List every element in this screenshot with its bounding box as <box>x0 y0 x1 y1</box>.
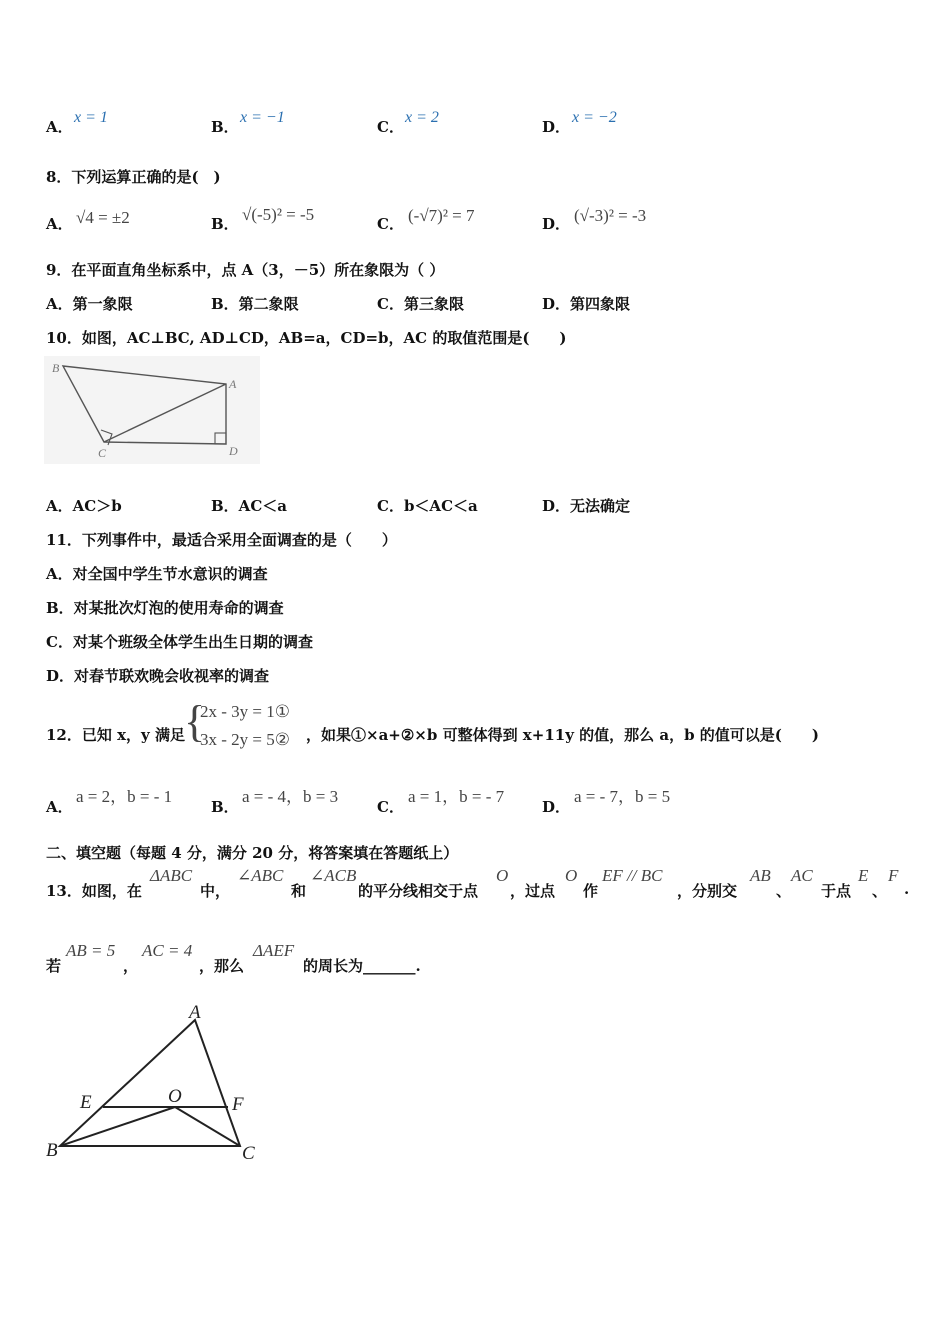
q10-option-a: A．AC＞b <box>46 497 122 515</box>
q7-option-c-expr: x = 2 <box>405 109 439 126</box>
q13-math-f: F <box>888 866 899 885</box>
q13-math-ab-eq-5: AB = 5 <box>66 941 116 960</box>
q13-text-8: 、 <box>776 882 792 900</box>
q13-segment-bo <box>60 1107 175 1146</box>
q10-option-d: D．无法确定 <box>542 497 631 515</box>
q13-label-b: B <box>46 1140 58 1161</box>
q13-text-7: ，分别交 <box>677 882 738 900</box>
q13-text-3: 和 <box>291 882 307 900</box>
q13-segment-oc <box>175 1107 240 1146</box>
q13-text-2: 中， <box>200 882 231 900</box>
q10-option-c: C．b＜AC＜a <box>377 497 478 515</box>
q13-label-c: C <box>242 1143 255 1164</box>
q12-suffix: ，如果①×a+②×b 可整体得到 x+11y 的值，那么 a，b 的值可以是( ) <box>306 726 819 744</box>
q8-option-c-expr: (-√7)² = 7 <box>408 206 475 225</box>
q9-stem: 9．在平面直角坐标系中，点 A（3，－5）所在象限为（ ） <box>46 261 445 279</box>
q10-stem: 10．如图，AC⊥BC, AD⊥CD，AB=a，CD=b，AC 的取值范围是( ) <box>46 329 567 347</box>
q13-label-a: A <box>189 1002 201 1023</box>
q13-line2-text-1: 若 <box>46 957 62 975</box>
q12-option-b-label: B． <box>211 798 239 816</box>
q13-text-4: 的平分线相交于点 <box>358 882 479 900</box>
q13-label-e: E <box>80 1092 92 1113</box>
q13-math-triangle-abc: ΔABC <box>150 866 193 885</box>
q10-label-c: C <box>98 446 107 460</box>
q8-stem: 8．下列运算正确的是( ) <box>46 168 221 186</box>
q13-math-o-2: O <box>565 866 578 885</box>
q13-label-f: F <box>232 1094 244 1115</box>
q11-option-c: C．对某个班级全体学生出生日期的调查 <box>46 633 313 651</box>
q13-math-triangle-aef: ΔAEF <box>253 941 295 960</box>
q13-figure <box>40 996 280 1168</box>
q12-brace: { <box>184 697 206 746</box>
q7-option-c-label: C． <box>377 118 404 136</box>
q10-label-a: A <box>229 377 237 391</box>
q13-math-o: O <box>496 866 509 885</box>
q11-stem: 11．下列事件中，最适合采用全面调查的是（ ） <box>46 531 397 549</box>
q9-option-b: B．第二象限 <box>211 295 299 313</box>
q13-math-ac: AC <box>791 866 813 885</box>
q7-option-b-label: B． <box>211 118 239 136</box>
q12-option-d-expr: a = - 7，b = 5 <box>574 787 671 806</box>
q10-option-b: B．AC＜a <box>211 497 287 515</box>
q13-text-10: 、 <box>872 882 888 900</box>
q12-option-c-expr: a = 1，b = - 7 <box>408 787 505 806</box>
q12-equation-1: 2x - 3y = 1① <box>200 702 290 721</box>
q9-option-c: C．第三象限 <box>377 295 464 313</box>
q10-figure-bg <box>44 356 260 464</box>
q13-label-o: O <box>168 1086 182 1107</box>
q13-math-angle-acb: ∠ACB <box>310 866 357 885</box>
q13-text-5: ，过点 <box>510 882 556 900</box>
q13-math-e: E <box>858 866 869 885</box>
q13-line2-text-4: 的周长为_______. <box>303 957 421 975</box>
q11-option-d: D．对春节联欢晚会收视率的调查 <box>46 667 270 685</box>
q12-option-b-expr: a = - 4，b = 3 <box>242 787 339 806</box>
q13-line2-text-3: ，那么 <box>199 957 245 975</box>
q13-text-1: 13．如图，在 <box>46 882 142 900</box>
q12-option-d-label: D． <box>542 798 571 816</box>
q12-equation-2: 3x - 2y = 5② <box>200 730 290 749</box>
q13-text-6: 作 <box>583 882 599 900</box>
q9-option-d: D．第四象限 <box>542 295 631 313</box>
q8-option-b-expr: √(-5)² = -5 <box>242 205 315 224</box>
q13-triangle-abc <box>60 1020 240 1146</box>
q13-text-9: 于点 <box>821 882 852 900</box>
q13-math-angle-abc: ∠ABC <box>237 866 284 885</box>
q10-figure <box>44 356 260 464</box>
q12-option-a-label: A． <box>46 798 73 816</box>
q11-option-b: B．对某批次灯泡的使用寿命的调查 <box>46 599 284 617</box>
q7-option-a-label: A． <box>46 118 73 136</box>
q13-line2-text-2: ， <box>123 957 139 975</box>
q13-text-11: . <box>904 880 910 898</box>
q11-option-a: A．对全国中学生节水意识的调查 <box>46 565 268 583</box>
q10-label-d: D <box>229 444 238 458</box>
q8-option-a-label: A． <box>46 215 73 233</box>
q7-option-a-expr: x = 1 <box>74 109 108 126</box>
q10-label-b: B <box>52 361 60 375</box>
q8-option-b-label: B． <box>211 215 239 233</box>
q12-prefix: 12．已知 x，y 满足 <box>46 726 185 744</box>
q8-option-a-expr: √4 = ±2 <box>76 208 130 227</box>
q7-option-d-expr: x = −2 <box>572 109 617 126</box>
q13-math-ac-eq-4: AC = 4 <box>142 941 193 960</box>
q12-option-a-expr: a = 2，b = - 1 <box>76 787 173 806</box>
q13-math-ab: AB <box>750 866 771 885</box>
q8-option-c-label: C． <box>377 215 404 233</box>
q13-math-ef-parallel-bc: EF // BC <box>602 866 663 885</box>
q7-option-b-expr: x = −1 <box>240 109 285 126</box>
q9-option-a: A．第一象限 <box>46 295 133 313</box>
q8-option-d-label: D． <box>542 215 571 233</box>
q7-option-d-label: D． <box>542 118 571 136</box>
q12-option-c-label: C． <box>377 798 404 816</box>
section2-heading: 二、填空题（每题 4 分，满分 20 分，将答案填在答题纸上） <box>46 844 459 862</box>
q8-option-d-expr: (√-3)² = -3 <box>574 206 647 225</box>
